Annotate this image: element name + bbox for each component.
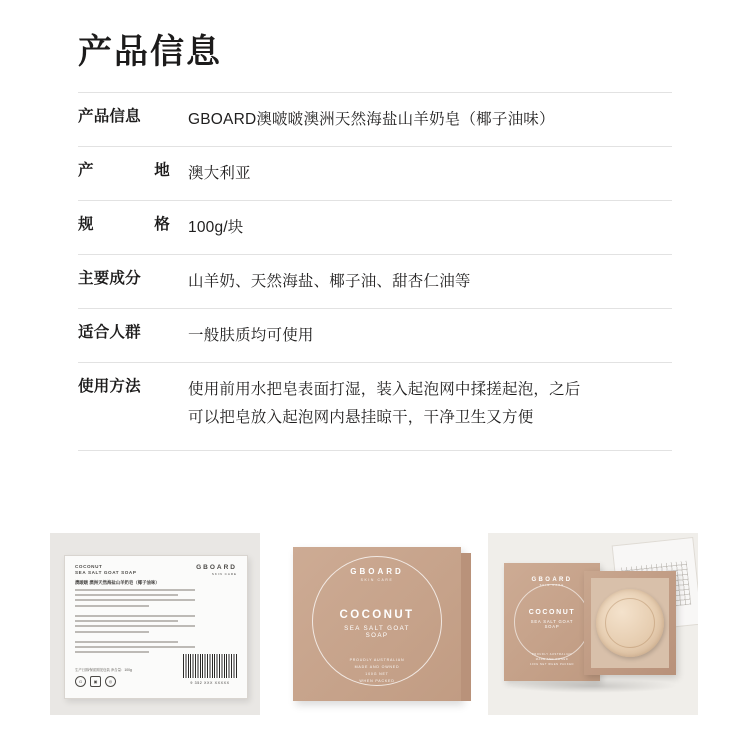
footer-line-1: PROUDLY AUSTRALIAN [532, 653, 572, 656]
page-title: 产品信息 [78, 33, 222, 71]
row-value: 澳大利亚 [188, 165, 251, 182]
brand-wordmark [350, 567, 404, 582]
footer-line-2: MADE AND OWNED [535, 658, 569, 661]
product-type-name: SEA SALT GOAT SOAP [344, 625, 410, 639]
footer-line-3: 100G NET WHEN PACKED [529, 663, 575, 666]
text-line [75, 605, 149, 607]
row-label [78, 214, 188, 236]
package-back-cn-heading: 澳啵啵 澳洲天然海盐山羊奶皂（椰子油味） [75, 580, 160, 585]
spec-table [78, 92, 672, 451]
brand-wordmark [531, 577, 572, 587]
brand-name: GBOARD [531, 577, 573, 583]
package-lid-name-block [528, 609, 576, 629]
text-gap [75, 636, 195, 638]
brand-wordmark: GBOARD [196, 564, 237, 571]
row-label-char: 格 [154, 216, 170, 233]
package-back-product-name [75, 564, 137, 576]
package-front-footer [293, 657, 461, 685]
footer-line-2: MADE AND OWNED [354, 665, 400, 669]
product-photo-back [50, 533, 260, 715]
row-value: 100g/块 [188, 219, 244, 236]
row-label-char: 产 [78, 162, 94, 179]
package-front [293, 547, 461, 701]
product-variant-name: COCONUT [339, 609, 415, 621]
row-value: 一般肤质均可使用 [188, 327, 314, 344]
package-back-product-line-2: SEA SALT GOAT SOAP [75, 570, 137, 575]
package-back-paragraph-block [75, 589, 195, 656]
row-label: 主要成分 [78, 270, 141, 287]
text-line [75, 651, 149, 653]
footer-line-1: PROUDLY AUSTRALIAN [349, 658, 405, 662]
table-row [78, 147, 672, 201]
square-mark-icon: ▣ [90, 676, 101, 687]
row-label: 使用方法 [78, 378, 141, 395]
text-line [75, 631, 149, 633]
brand-tagline: SKIN CARE [539, 584, 565, 587]
text-line [75, 615, 195, 617]
barcode-icon [183, 654, 237, 678]
product-variant-name: COCONUT [528, 609, 576, 616]
product-photo-front [269, 533, 479, 715]
row-label: 适合人群 [78, 324, 141, 341]
product-type-name: SEA SALT GOAT SOAP [530, 619, 574, 629]
row-value: GBOARD澳啵啵澳洲天然海盐山羊奶皂（椰子油味） [188, 111, 555, 128]
text-line [75, 599, 195, 601]
text-line [75, 589, 195, 591]
product-photo-strip [50, 533, 700, 715]
package-back-footnote: 生产日期/保质期见包装 净含量：100g [75, 668, 132, 672]
brand-tagline: SKIN CARE [360, 578, 394, 582]
text-line [75, 594, 178, 596]
row-label-char: 地 [154, 162, 170, 179]
recycle-mark-icon: G [75, 676, 86, 687]
drop-shadow [508, 679, 678, 693]
soap-bar [596, 589, 664, 657]
text-line [75, 641, 178, 643]
row-value-line-2: 可以把皂放入起泡网内悬挂晾干，干净卫生又方便 [188, 409, 534, 426]
package-tray [584, 571, 676, 675]
package-back [64, 555, 248, 699]
text-line [75, 625, 195, 627]
circle-mark-icon: ◎ [105, 676, 116, 687]
row-value: 山羊奶、天然海盐、椰子油、甜杏仁油等 [188, 273, 471, 290]
text-line [75, 646, 195, 648]
row-value [188, 376, 672, 432]
text-line [75, 620, 178, 622]
brand-name: GBOARD [350, 567, 404, 576]
product-photo-open-box [488, 533, 698, 715]
package-back-header [75, 564, 237, 576]
table-row [78, 309, 672, 363]
table-row [78, 255, 672, 309]
text-gap [75, 610, 195, 612]
row-value-line-1: 使用前用水把皂表面打湿，装入起泡网中揉搓起泡，之后 [188, 381, 581, 398]
row-label-char: 规 [78, 216, 94, 233]
package-back-product-line-1: COCONUT [75, 564, 103, 569]
row-label: 产品信息 [78, 108, 141, 125]
package-back-marks [75, 676, 116, 687]
package-back-brand [196, 564, 237, 576]
table-row [78, 363, 672, 451]
table-row [78, 92, 672, 147]
row-label [78, 160, 188, 182]
package-front-name-block [335, 609, 419, 639]
barcode-number: 9 352 XXX XXXXX [190, 681, 230, 685]
footer-line-4: WHEN PACKED [359, 679, 395, 683]
brand-tagline: SKIN CARE [211, 572, 237, 576]
footer-line-3: 100G NET [365, 672, 389, 676]
package-side-panel [461, 553, 471, 701]
table-row [78, 201, 672, 255]
